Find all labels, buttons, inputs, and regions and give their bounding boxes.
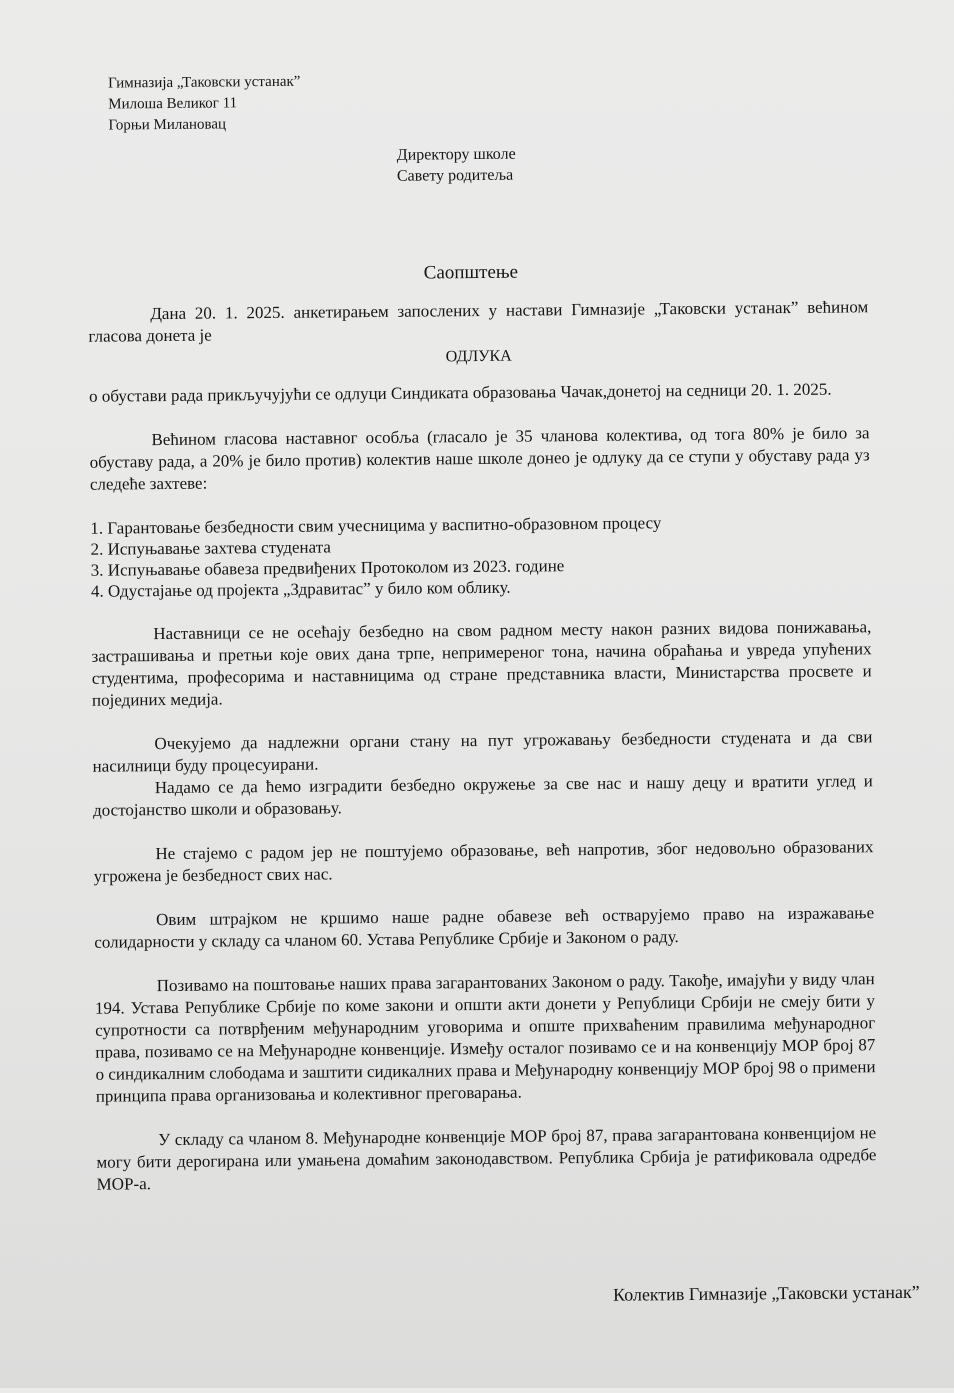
recipient-director: Директору школе — [396, 145, 516, 164]
document-body — [88, 296, 877, 1195]
recipient-parents-council: Савету родитеља — [396, 166, 514, 185]
expect-paragraph: Очекујемо да надлежни органи стану на пут угрожавању безбедности студената и да сви насилници буду процесуирани. — [92, 727, 873, 776]
signature: Колектив Гимназије „Таковски устанак” — [612, 1281, 920, 1305]
sender-address — [108, 72, 301, 137]
convention-paragraph: У складу са чланом 8. Међународне конвенције МОР број 87, права загарантована конвенцијом не могу бити дерогирана или умањена домаћим законодавством. Република Србија је ратификовала одредбе МОР-а. — [96, 1123, 877, 1194]
hope-paragraph: Надамо се да ћемо изградити безбедно окружење за све нас и нашу децу и вратити углед и достојанство школи и образовању. — [92, 771, 873, 820]
list-item: 2. Испуњавање захтева студената — [90, 537, 331, 559]
not-stopping-paragraph: Не стајемо с радом јер не поштујемо образовање, већ напротив, због недовољно образованих угрожена је безбедност свих нас. — [93, 837, 874, 886]
list-item: 4. Одустајање од пројекта „Здравитас” у било ком облику. — [90, 577, 511, 601]
strike-paragraph: Овим штрајком не кршимо наше радне обавезе већ остварујемо право на изражавање солидарности у складу са чланом 60. Устава Републике Србије и Законом о раду. — [94, 903, 875, 952]
demands-list — [90, 510, 871, 601]
sender-school-name: Гимназија „Таковски устанак” — [107, 73, 301, 92]
sender-street: Милоша Великог 11 — [108, 95, 238, 113]
decision-heading: ОДЛУКА — [445, 347, 512, 366]
document-title: Саопштење — [423, 261, 519, 284]
list-item: 1. Гарантовање безбедности свим учесницима у васпитно-образовном процесу — [90, 513, 662, 538]
safety-paragraph: Наставници се не осећају безбедно на свом радном месту након разних видова понижавања, застрашивања и претњи које ових дана трпе, непримереног тона, начина обраћања и увреда упућених студентима, професорима и наставницима од стране представника власти, Министарства просвете и појединих медија. — [91, 617, 872, 710]
recipient-block — [397, 144, 516, 187]
decision-paragraph: о обустави рада прикључујући се одлуци Синдиката образовања Чачак,донетој на седници 20. 1. 2025. — [88, 379, 832, 406]
vote-paragraph: Већином гласова наставног особља (гласало је 35 чланова колектива, од тога 80% је било за обуставу рада, а 20% је било против) колектив наше школе донео је одлуку да се ступи у обуставу рада уз следеће захтеве: — [89, 423, 870, 494]
sender-city: Горњи Милановац — [108, 116, 227, 134]
list-item: 3. Испуњавање обавеза предвиђених Протоколом из 2023. године — [90, 556, 565, 580]
rights-paragraph: Позивамо на поштовање наших права загарантованих Законом о раду. Такође, имајући у виду члан 194. Устава Републике Србије по коме закони и општи акти донети у Републици Србији не смеју бити у супротности са потврђеним међународним уговорима и опште прихваћеним правилима међународног права, позивамо се на Међународне конвенције. Између осталог позивамо се и на конвенцију МОР број 87 о синдикалним слободама и заштити сидикалних права и Међународну конвенцију МОР број 98 о примени принципа права организовања и колективног преговарања. — [94, 969, 876, 1106]
intro-paragraph: Дана 20. 1. 2025. анкетирањем запослених у настави Гимназије „Таковски устанак” већином гласова донета је — [88, 297, 869, 346]
